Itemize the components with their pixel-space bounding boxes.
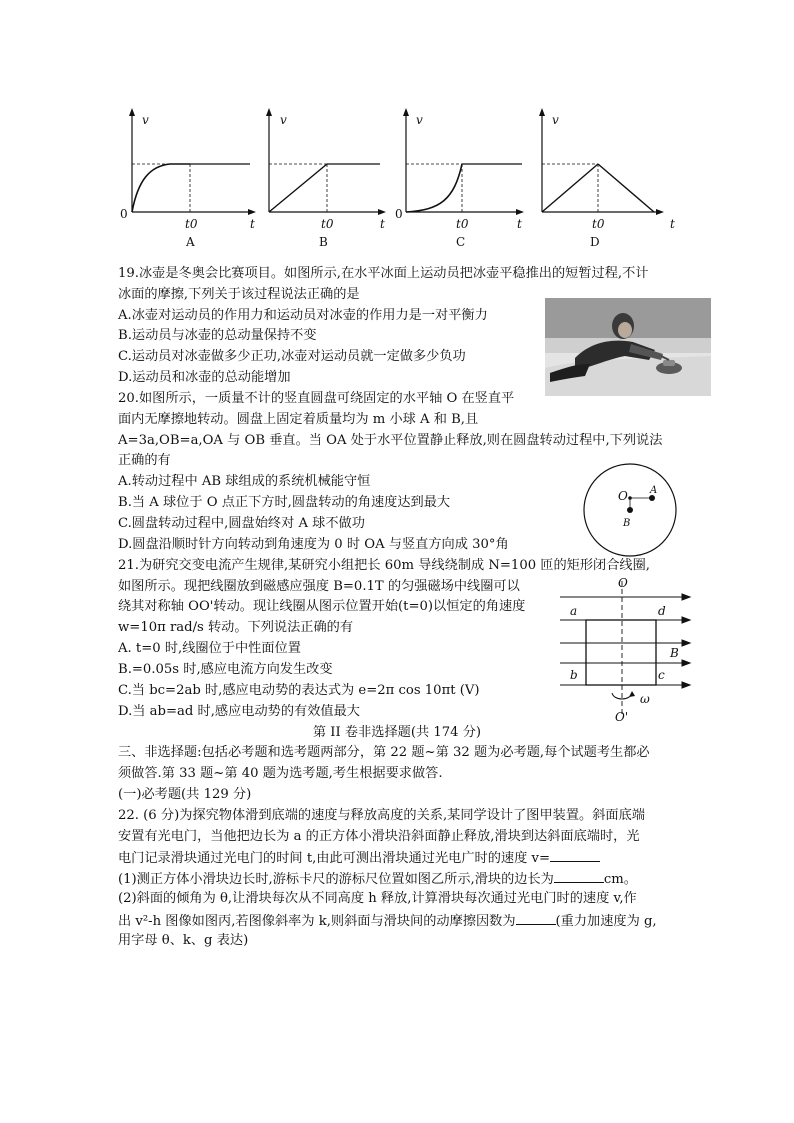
- coil-b-label: b: [570, 668, 578, 682]
- q22-velocity-blank[interactable]: [550, 847, 600, 862]
- q19-option-d: D.运动员和冰壶的总动能增加: [118, 370, 291, 385]
- graph-b-v-label: v: [280, 113, 287, 127]
- q20-stem-line2: 面内无摩擦地转动。圆盘上固定着质量均为 m 小球 A 和 B,且: [118, 412, 479, 427]
- graph-b-t-label: t: [380, 217, 385, 231]
- coil-omega-label: ω: [640, 692, 650, 706]
- graph-a-origin: 0: [120, 207, 128, 221]
- vt-graphs-figure: [110, 100, 700, 260]
- graph-a-label: A: [186, 235, 195, 249]
- q20-option-a: A.转动过程中 AB 球组成的系统机械能守恒: [118, 474, 371, 489]
- q21-stem-line1: 21.为研究交变电流产生规律,某研究小组把长 60m 导线绕制成 N=100 匝的矩形闭合线圈,: [118, 558, 650, 573]
- graph-d-t-label: t: [670, 217, 675, 231]
- q20-option-d: D.圆盘沿顺时针方向转动到角速度为 0 时 OA 与竖直方向成 30°角: [118, 537, 509, 552]
- curling-photo: [545, 298, 711, 396]
- graph-d-label: D: [590, 235, 600, 249]
- q19-option-a: A.冰壶对运动员的作用力和运动员对冰壶的作用力是一对平衡力: [118, 308, 488, 323]
- section3-line1: 三、非选择题:包括必考题和选考题两部分，第 22 题~第 32 题为必考题,每个试题考生都必: [118, 745, 650, 760]
- q22-line6-text: 出 v²-h 图像如图丙,若图像斜率为 k,则斜面与滑块间的动摩擦因数为: [118, 914, 516, 929]
- graph-c: [395, 108, 524, 249]
- disk-a-label: A: [650, 485, 658, 496]
- q21-option-c: C.当 bc=2ab 时,感应电动势的表达式为 e=2π cos 10πt (V): [118, 683, 480, 698]
- q21-stem-line4: w=10π rad/s 转动。下列说法正确的有: [118, 620, 354, 635]
- disk-o-label: O: [618, 489, 628, 503]
- q19-option-c: C.运动员对冰壶做多少正功,冰壶对运动员就一定做多少负功: [118, 349, 466, 364]
- q22-line7: 用字母 θ、k、g 表达): [118, 933, 249, 948]
- graph-c-t0: t0: [456, 217, 469, 231]
- q19-stem-line1: 19.冰壶是冬奥会比赛项目。如图所示,在水平冰面上运动员把冰壶平稳推出的短暂过程,不计: [118, 266, 649, 281]
- q20-stem-line1: 20.如图所示，一质量不计的竖直圆盘可绕固定的水平轴 O 在竖直平: [118, 391, 515, 406]
- q20-stem-line4: 正确的有: [118, 453, 171, 468]
- q22-line3-text: 电门记录滑块通过光电门的时间 t,由此可测出滑块通过光电广时的速度 v=: [118, 851, 550, 866]
- q21-option-a: A. t=0 时,线圈位于中性面位置: [118, 641, 301, 656]
- disk-b-label: B: [623, 518, 631, 529]
- graph-c-origin: 0: [395, 207, 403, 221]
- q21-option-b: B.=0.05s 时,感应电流方向发生改变: [118, 662, 333, 677]
- q19-option-b: B.运动员与冰壶的总动量保持不变: [118, 328, 317, 343]
- q22-line1: 22. (6 分)为探究物体滑到底端的速度与释放高度的关系,某同学设计了图甲装置。斜面底端: [118, 808, 645, 823]
- coil-figure: [560, 575, 695, 725]
- q22-line5: (2)斜面的倾角为 θ,让滑块每次从不同高度 h 释放,计算滑块每次通过光电门时的速度 v,作: [118, 891, 637, 906]
- graph-b: [266, 108, 386, 249]
- graph-c-t-label: t: [517, 217, 522, 231]
- section3-line3: (一)必考题(共 129 分): [118, 787, 252, 802]
- coil-field-label: B: [670, 646, 679, 660]
- q21-option-d: D.当 ab=ad 时,感应电动势的有效值最大: [118, 704, 360, 719]
- graph-b-label: B: [319, 235, 328, 249]
- coil-o-label: O: [618, 576, 628, 590]
- q20-option-c: C.圆盘转动过程中,圆盘始终对 A 球不做功: [118, 516, 365, 531]
- q21-stem-line3: 绕其对称轴 OO'转动。现让线圈从图示位置开始(t=0)以恒定的角速度: [118, 599, 526, 614]
- q22-length-blank[interactable]: [554, 868, 604, 883]
- q22-line6: [118, 910, 657, 932]
- q22-line6-tail: (重力加速度为 g,: [555, 914, 657, 929]
- graph-b-t0: t0: [321, 217, 334, 231]
- coil-o-prime-label: O': [615, 710, 629, 724]
- q22-line4: [118, 868, 637, 890]
- graph-c-v-label: v: [416, 113, 423, 127]
- q22-friction-blank[interactable]: [516, 910, 556, 925]
- q20-option-b: B.当 A 球位于 O 点正下方时,圆盘转动的角速度达到最大: [118, 495, 451, 510]
- graph-a-v-label: v: [142, 113, 149, 127]
- graph-d-v-label: v: [552, 113, 559, 127]
- graph-a: [120, 108, 256, 249]
- q21-stem-line2: 如图所示。现把线圈放到磁感应强度 B=0.1T 的匀强磁场中线圈可以: [118, 579, 520, 594]
- graph-d: [539, 108, 675, 249]
- graph-c-label: C: [456, 235, 466, 249]
- q22-line3: [118, 847, 600, 869]
- graph-a-t0: t0: [185, 217, 198, 231]
- q22-line4-unit: cm。: [603, 872, 637, 887]
- graph-d-t0: t0: [592, 217, 605, 231]
- disk-figure: [580, 460, 680, 560]
- q22-line4-text: (1)测正方体小滑块边长时,游标卡尺的游标尺位置如图乙所示,滑块的边长为: [118, 872, 554, 887]
- coil-d-label: d: [658, 604, 666, 618]
- q22-line2: 安置有光电门，当他把边长为 a 的正方体小滑块沿斜面静止释放,滑块到达斜面底端时，光: [118, 829, 640, 844]
- q20-stem-line3: A=3a,OB=a,OA 与 OB 垂直。当 OA 处于水平位置静止释放,则在圆盘转动过程中,下列说法: [118, 433, 663, 448]
- graph-a-t-label: t: [250, 217, 255, 231]
- section3-line2: 须做答.第 33 题~第 40 题为选考题,考生根据要求做答.: [118, 766, 443, 781]
- coil-a-label: a: [570, 604, 578, 618]
- part2-title: 第 II 卷非选择题(共 174 分): [312, 725, 482, 740]
- q19-stem-line2: 冰面的摩擦,下列关于该过程说法正确的是: [118, 287, 360, 302]
- coil-c-label: c: [658, 668, 665, 682]
